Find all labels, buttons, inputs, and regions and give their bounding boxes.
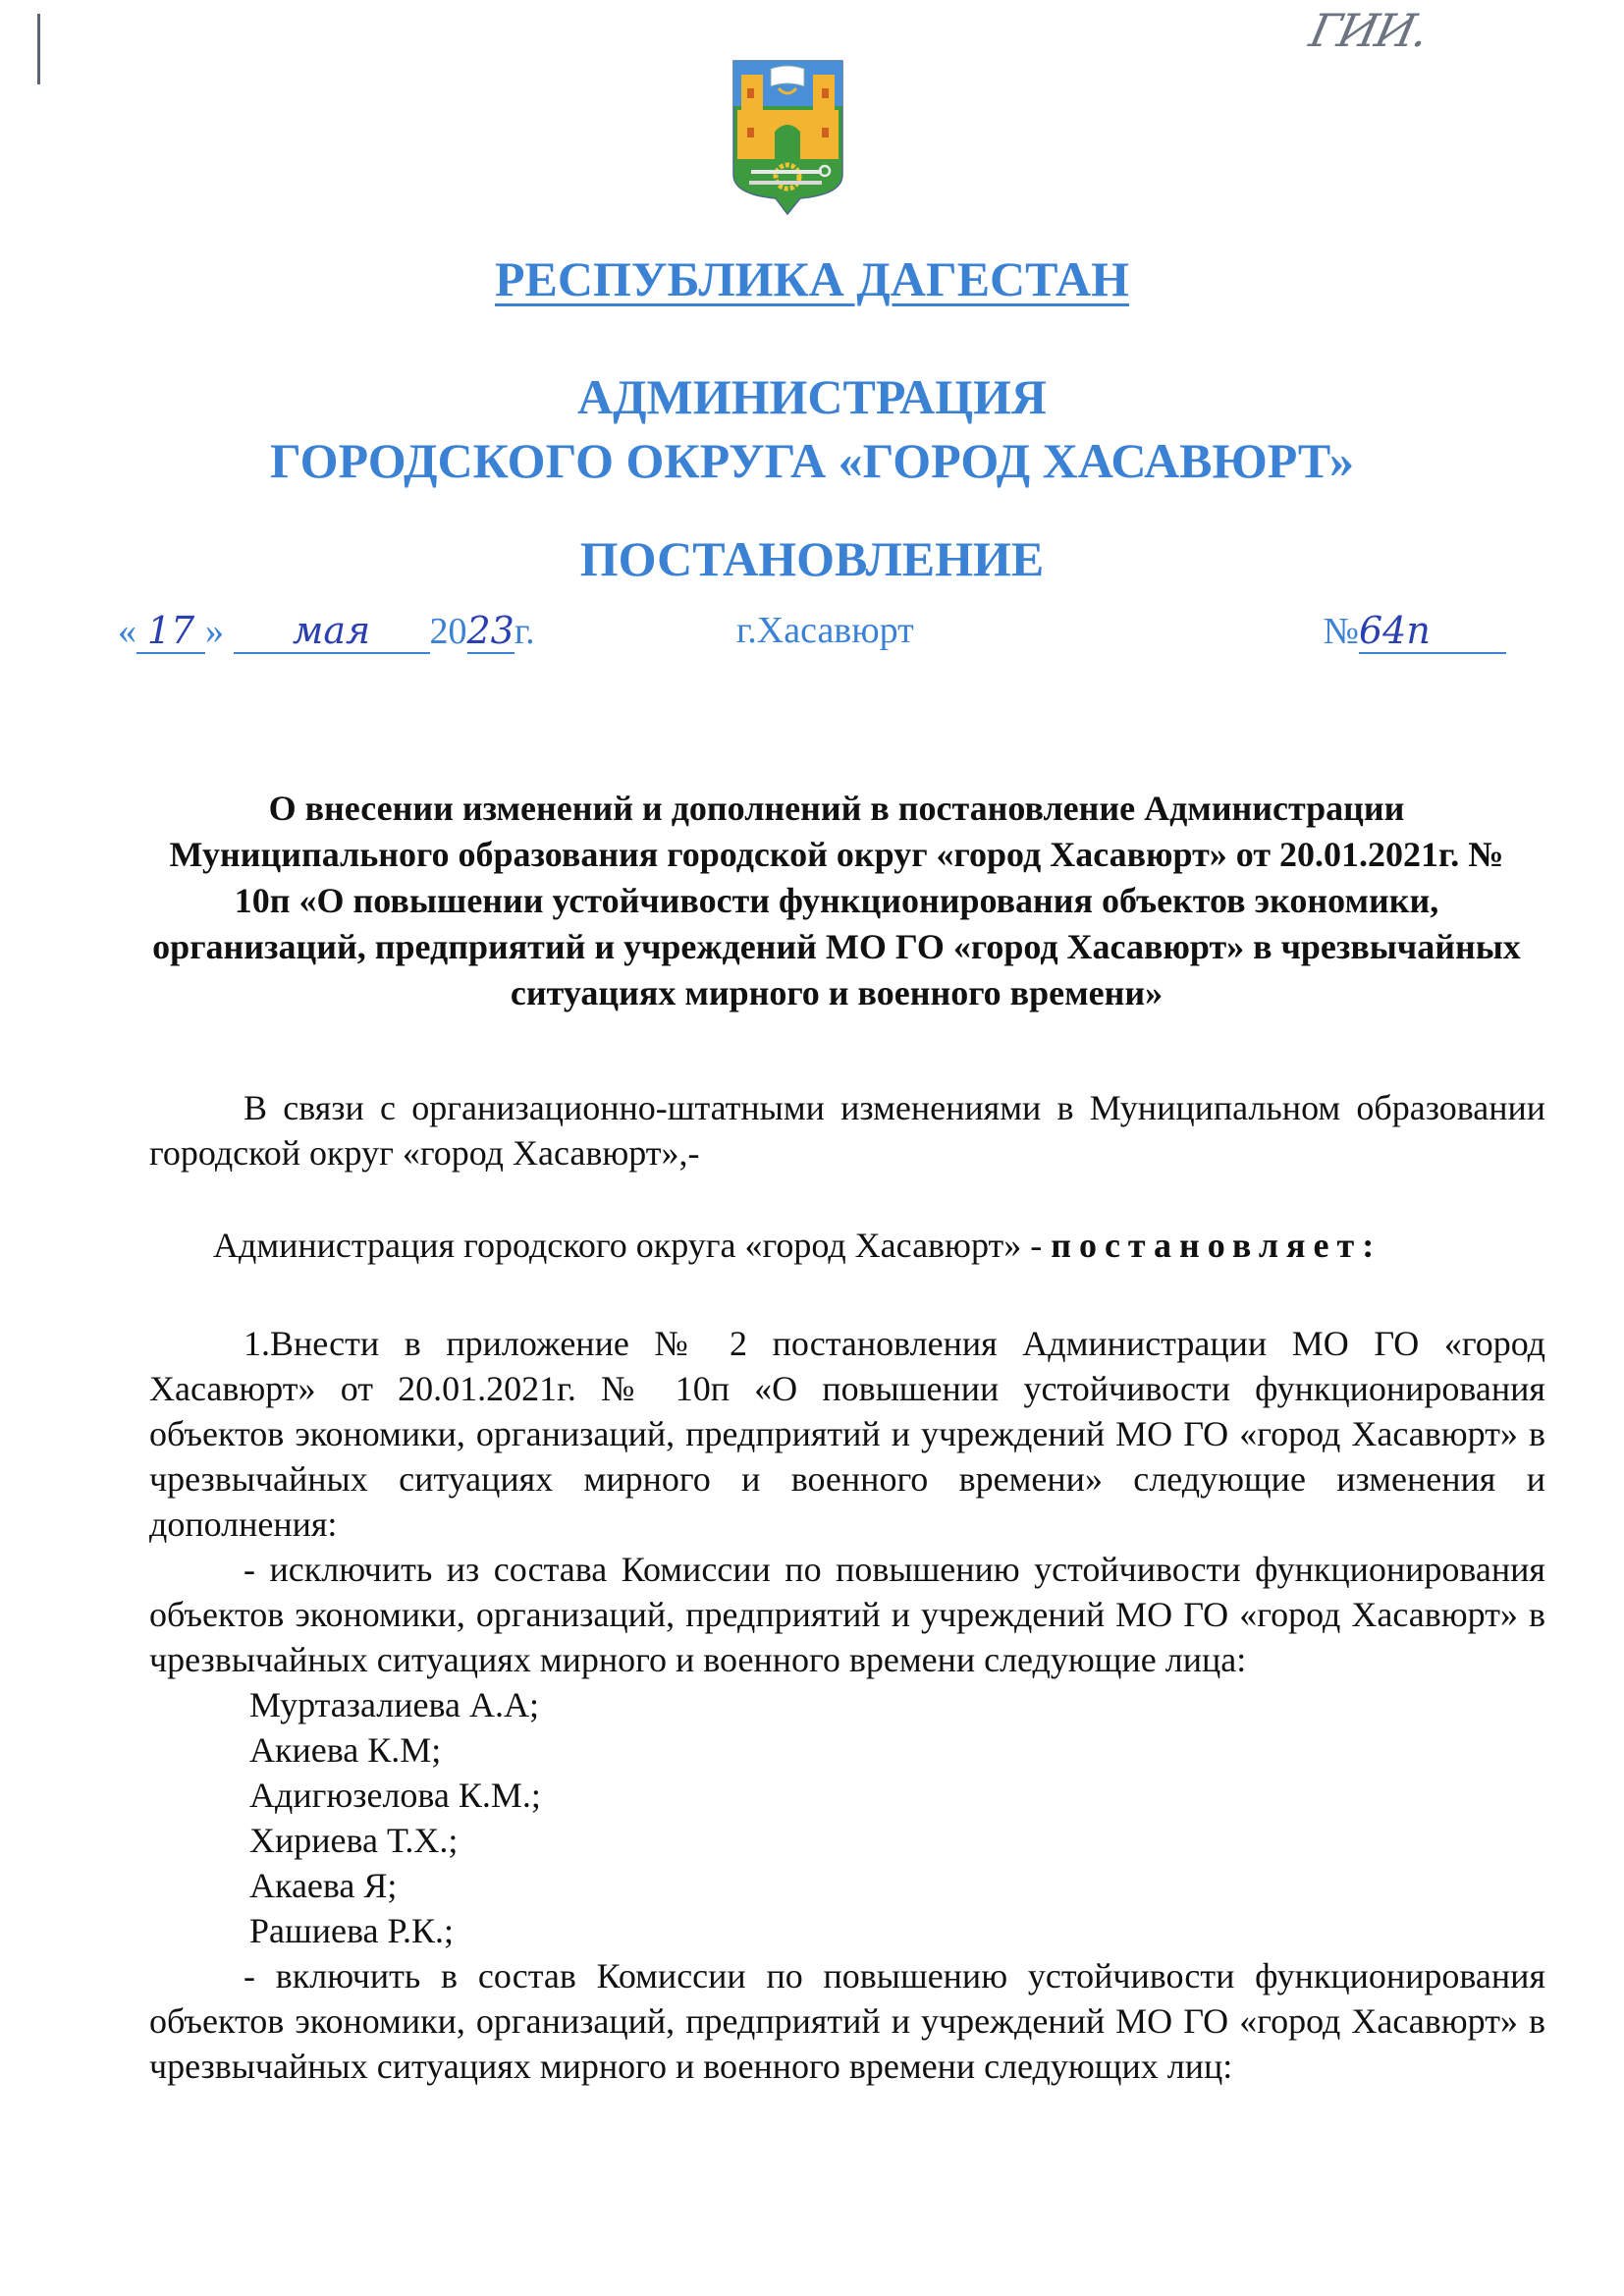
handwritten-annotation: ГИИ. [1305, 4, 1433, 57]
date-month: мая [234, 609, 430, 654]
document-type-heading: ПОСТАНОВЛЕНИЕ [579, 531, 1045, 586]
list-item: Хириева Т.Х.; [249, 1821, 459, 1860]
list-item: Акиева К.М; [249, 1730, 442, 1770]
date-number-line [118, 609, 1506, 668]
resolves-paragraph [149, 1223, 1545, 1268]
list-item: Акаева Я; [249, 1866, 398, 1905]
year-prefix: 20 [429, 611, 467, 652]
list-item: Муртазалиева А.А; [249, 1685, 540, 1724]
date-day: 17 [136, 609, 205, 654]
excluded-names-list [149, 1682, 1545, 1953]
include-paragraph: - включить в состав Комиссии по повышению устойчивости функционирования объектов экономики, организаций, предприятий и учреждений МО ГО «город Хасавюрт» в чрезвычайных ситуациях мирного и военного времени следующих лиц: [149, 1956, 1545, 2086]
resolves-word: постановляет: [1051, 1226, 1382, 1265]
open-quote: « [118, 611, 136, 652]
year-unit: г. [514, 611, 535, 652]
item-1-text: 1.Внести в приложение № 2 постановления Администрации МО ГО «город Хасавюрт» от 20.01.2021г. № 10п «О повышении устойчивости функционирования объектов экономики, организаций, предприятий и учреждений МО ГО «город Хасавюрт» в чрезвычайных ситуациях мирного и военного времени» следующие изменения и дополнения: [149, 1324, 1545, 1544]
close-quote: » [205, 611, 224, 652]
administration-heading: АДМИНИСТРАЦИЯ [577, 369, 1047, 424]
list-item: Адигюзелова К.М.; [249, 1776, 541, 1815]
scan-edge-mark [37, 14, 40, 84]
document-city: г.Хасавюрт [736, 610, 914, 651]
coat-of-arms-icon [731, 59, 844, 216]
exclude-paragraph: - исключить из состава Комиссии по повышению устойчивости функционирования объектов экономики, организаций, предприятий и учреждений МО ГО «город Хасавюрт» в чрезвычайных ситуациях мирного и военного времени следующие лица: [149, 1550, 1545, 1679]
document-number [1324, 609, 1506, 654]
item-1 [149, 1321, 1545, 2089]
document-number-value: 64п [1359, 609, 1506, 654]
document-date [118, 609, 535, 654]
number-sign: № [1323, 611, 1359, 652]
list-item: Рашиева Р.К.; [249, 1911, 455, 1950]
year-suffix: 23 [466, 609, 514, 652]
republic-heading: РЕСПУБЛИКА ДАГЕСТАН [494, 251, 1130, 306]
intro-paragraph: В связи с организационно-штатными изменениями в Муниципальном образовании городской округ «город Хасавюрт»,- [149, 1088, 1545, 1173]
document-subject: О внесении изменений и дополнений в постановление Администрации Муниципального образования городской округ «город Хасавюрт» от 20.01.2021г. № 10п «О повышении устойчивости функционирования объектов экономики, организаций, предприятий и учреждений МО ГО «город Хасавюрт» в чрезвычайных ситуациях мирного и военного времени» [152, 789, 1521, 1012]
city-district-heading: ГОРОДСКОГО ОКРУГА «ГОРОД ХАСАВЮРТ» [270, 433, 1354, 488]
resolves-prefix: Администрация городского округа «город Хасавюрт» - [213, 1226, 1052, 1265]
